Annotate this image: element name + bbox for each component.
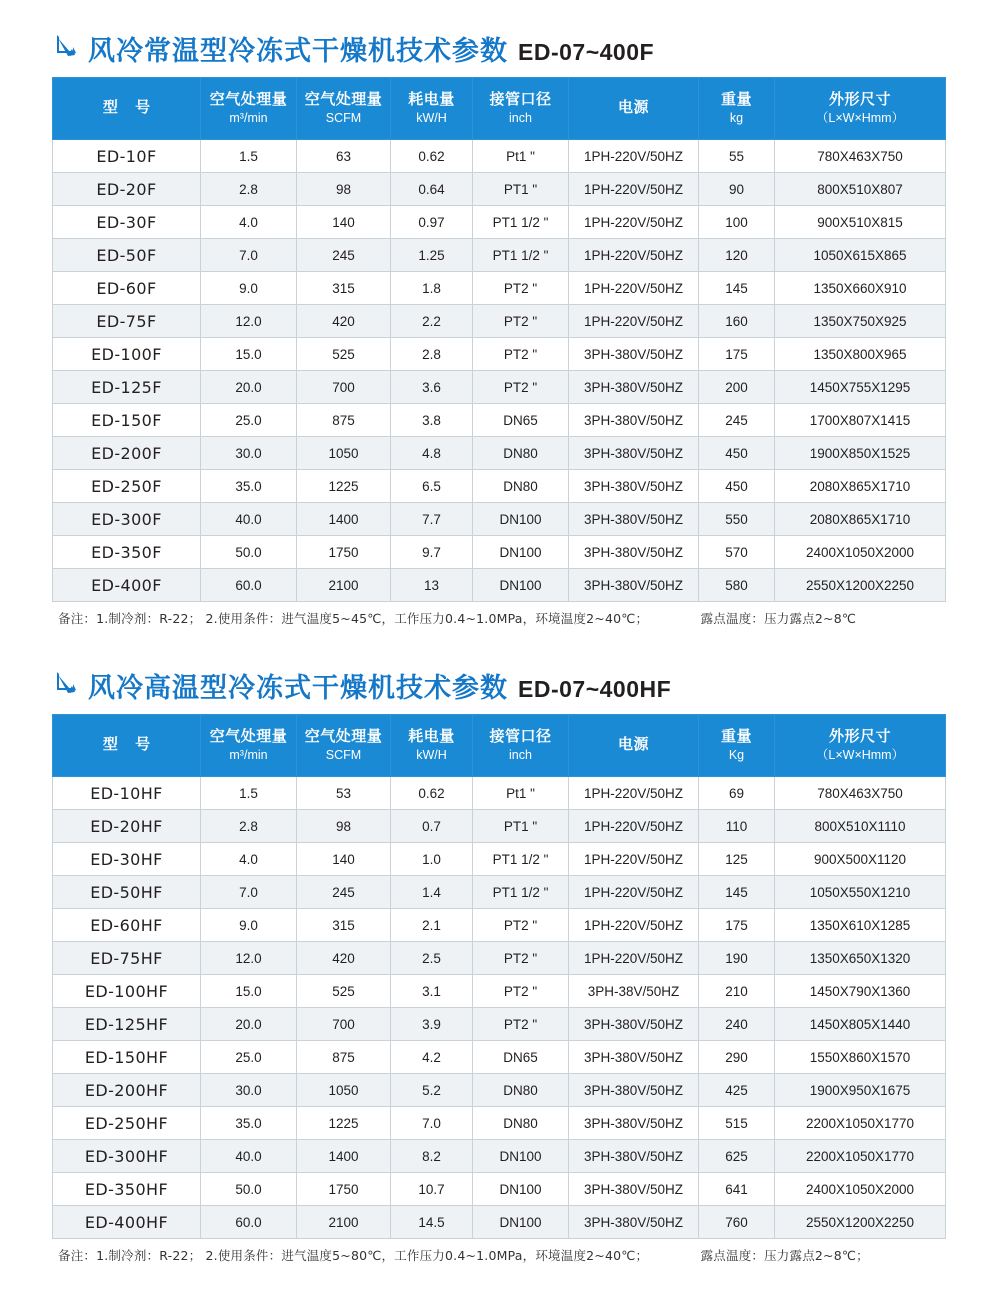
cell-value: 2.1	[391, 909, 473, 942]
footnote-text-left: 备注：1.制冷剂：R-22； 2.使用条件：进气温度5~80℃，工作压力0.4~1.0MPa，环境温度2~40℃；	[58, 1248, 649, 1263]
cell-value: 0.62	[391, 777, 473, 810]
cell-value: 875	[297, 1041, 391, 1074]
table-row	[53, 404, 946, 437]
cell-model: ED-10F	[53, 140, 201, 173]
column-header-airflow-m3: 空气处理量 m³/min	[201, 78, 297, 140]
cell-value: 1350X610X1285	[775, 909, 946, 942]
cell-value: 9.0	[201, 909, 297, 942]
cell-value: PT2 "	[473, 272, 569, 305]
cell-value: DN100	[473, 1140, 569, 1173]
table-row	[53, 470, 946, 503]
cell-value: PT1 1/2 "	[473, 206, 569, 239]
cell-value: 200	[699, 371, 775, 404]
cell-value: 3PH-380V/50HZ	[569, 371, 699, 404]
cell-value: 3PH-380V/50HZ	[569, 1140, 699, 1173]
section-header	[56, 671, 945, 702]
column-header-dimensions: 外形尺寸 （L×W×Hmm）	[775, 78, 946, 140]
spec-table-ambient	[52, 77, 946, 602]
table-row	[53, 876, 946, 909]
cell-value: PT2 "	[473, 942, 569, 975]
cell-value: 125	[699, 843, 775, 876]
table-row	[53, 569, 946, 602]
table-row	[53, 1140, 946, 1173]
cell-value: 160	[699, 305, 775, 338]
down-right-arrow-icon	[56, 671, 78, 697]
cell-value: 1PH-220V/50HZ	[569, 777, 699, 810]
section-model-code: ED-07~400HF	[518, 676, 672, 702]
cell-value: 1.4	[391, 876, 473, 909]
cell-value: 900X500X1120	[775, 843, 946, 876]
cell-value: PT2 "	[473, 1008, 569, 1041]
footnote-high-temp	[58, 1246, 945, 1264]
cell-value: 0.97	[391, 206, 473, 239]
cell-model: ED-30HF	[53, 843, 201, 876]
table-body-high-temp	[53, 777, 946, 1239]
cell-value: DN100	[473, 536, 569, 569]
cell-value: 2200X1050X1770	[775, 1140, 946, 1173]
cell-value: 1050	[297, 437, 391, 470]
cell-value: 450	[699, 470, 775, 503]
table-row	[53, 1206, 946, 1239]
cell-value: 4.0	[201, 206, 297, 239]
cell-value: 1700X807X1415	[775, 404, 946, 437]
cell-value: 175	[699, 338, 775, 371]
cell-model: ED-50F	[53, 239, 201, 272]
cell-value: 1PH-220V/50HZ	[569, 942, 699, 975]
cell-value: 210	[699, 975, 775, 1008]
cell-model: ED-20HF	[53, 810, 201, 843]
cell-value: 3PH-380V/50HZ	[569, 503, 699, 536]
column-header-dimensions: 外形尺寸 （L×W×Hmm）	[775, 715, 946, 777]
cell-value: 2080X865X1710	[775, 470, 946, 503]
cell-value: 53	[297, 777, 391, 810]
cell-value: 100	[699, 206, 775, 239]
cell-value: PT2 "	[473, 371, 569, 404]
cell-value: 9.7	[391, 536, 473, 569]
cell-value: 110	[699, 810, 775, 843]
cell-value: 40.0	[201, 503, 297, 536]
table-row	[53, 305, 946, 338]
cell-value: 2080X865X1710	[775, 503, 946, 536]
cell-value: DN80	[473, 1074, 569, 1107]
column-header-model: 型 号	[53, 78, 201, 140]
table-row	[53, 272, 946, 305]
table-row	[53, 536, 946, 569]
table-row	[53, 503, 946, 536]
cell-value: 20.0	[201, 371, 297, 404]
cell-value: 245	[297, 876, 391, 909]
cell-value: 1PH-220V/50HZ	[569, 140, 699, 173]
cell-model: ED-75F	[53, 305, 201, 338]
cell-model: ED-200F	[53, 437, 201, 470]
cell-value: 2.8	[391, 338, 473, 371]
column-header-power-consumption: 耗电量 kW/H	[391, 715, 473, 777]
cell-value: 120	[699, 239, 775, 272]
cell-value: 35.0	[201, 470, 297, 503]
cell-value: DN100	[473, 503, 569, 536]
cell-model: ED-10HF	[53, 777, 201, 810]
cell-value: 1PH-220V/50HZ	[569, 206, 699, 239]
cell-value: 3PH-380V/50HZ	[569, 1008, 699, 1041]
cell-value: 580	[699, 569, 775, 602]
cell-value: 515	[699, 1107, 775, 1140]
cell-model: ED-350F	[53, 536, 201, 569]
cell-value: 2550X1200X2250	[775, 1206, 946, 1239]
table-row	[53, 843, 946, 876]
column-header-weight: 重量 Kg	[699, 715, 775, 777]
cell-value: 1.25	[391, 239, 473, 272]
cell-value: 1050X550X1210	[775, 876, 946, 909]
cell-value: 20.0	[201, 1008, 297, 1041]
cell-model: ED-150F	[53, 404, 201, 437]
cell-value: 450	[699, 437, 775, 470]
cell-value: 2.2	[391, 305, 473, 338]
table-header-row	[53, 715, 946, 777]
cell-model: ED-60F	[53, 272, 201, 305]
table-row	[53, 1173, 946, 1206]
cell-value: 9.0	[201, 272, 297, 305]
cell-value: 0.64	[391, 173, 473, 206]
cell-value: 1.5	[201, 777, 297, 810]
cell-value: 290	[699, 1041, 775, 1074]
cell-value: 1350X750X925	[775, 305, 946, 338]
cell-value: 1.5	[201, 140, 297, 173]
cell-value: 3PH-38V/50HZ	[569, 975, 699, 1008]
table-row	[53, 140, 946, 173]
cell-value: 2100	[297, 1206, 391, 1239]
cell-value: PT1 1/2 "	[473, 876, 569, 909]
cell-value: 1PH-220V/50HZ	[569, 876, 699, 909]
cell-value: 625	[699, 1140, 775, 1173]
cell-value: 14.5	[391, 1206, 473, 1239]
cell-model: ED-125F	[53, 371, 201, 404]
cell-value: 30.0	[201, 437, 297, 470]
cell-value: 570	[699, 536, 775, 569]
cell-value: 25.0	[201, 1041, 297, 1074]
cell-value: DN100	[473, 1173, 569, 1206]
cell-value: 245	[699, 404, 775, 437]
cell-value: 525	[297, 975, 391, 1008]
cell-value: 1050X615X865	[775, 239, 946, 272]
table-row	[53, 173, 946, 206]
footnote-text-right: 露点温度：压力露点2~8℃；	[700, 1248, 869, 1263]
table-row	[53, 1041, 946, 1074]
cell-model: ED-20F	[53, 173, 201, 206]
cell-value: 1PH-220V/50HZ	[569, 239, 699, 272]
table-row	[53, 1008, 946, 1041]
cell-value: 3PH-380V/50HZ	[569, 404, 699, 437]
cell-model: ED-250HF	[53, 1107, 201, 1140]
cell-value: 3PH-380V/50HZ	[569, 338, 699, 371]
section-header	[56, 34, 945, 65]
cell-model: ED-75HF	[53, 942, 201, 975]
cell-value: 2400X1050X2000	[775, 536, 946, 569]
cell-value: 1PH-220V/50HZ	[569, 810, 699, 843]
cell-value: 760	[699, 1206, 775, 1239]
cell-value: 1750	[297, 536, 391, 569]
footnote-ambient	[58, 609, 945, 627]
cell-value: 1225	[297, 1107, 391, 1140]
footnote-text-right: 露点温度：压力露点2~8℃	[700, 611, 857, 626]
cell-value: 3.8	[391, 404, 473, 437]
cell-value: 315	[297, 272, 391, 305]
cell-value: 69	[699, 777, 775, 810]
cell-value: 190	[699, 942, 775, 975]
section-ambient-temp-dryer	[52, 34, 945, 627]
cell-value: 1PH-220V/50HZ	[569, 909, 699, 942]
cell-model: ED-60HF	[53, 909, 201, 942]
table-row	[53, 810, 946, 843]
cell-value: 4.2	[391, 1041, 473, 1074]
table-header-row	[53, 78, 946, 140]
table-row	[53, 942, 946, 975]
cell-value: 3PH-380V/50HZ	[569, 1074, 699, 1107]
cell-model: ED-100HF	[53, 975, 201, 1008]
table-row	[53, 777, 946, 810]
cell-value: 3PH-380V/50HZ	[569, 470, 699, 503]
section-title: 风冷高温型冷冻式干燥机技术参数	[88, 673, 508, 704]
cell-value: 7.7	[391, 503, 473, 536]
cell-value: DN80	[473, 1107, 569, 1140]
cell-value: 90	[699, 173, 775, 206]
cell-value: 50.0	[201, 536, 297, 569]
column-header-power-consumption: 耗电量 kW/H	[391, 78, 473, 140]
cell-value: 700	[297, 1008, 391, 1041]
cell-value: 5.2	[391, 1074, 473, 1107]
cell-value: 8.2	[391, 1140, 473, 1173]
cell-value: 3PH-380V/50HZ	[569, 536, 699, 569]
cell-value: 98	[297, 810, 391, 843]
cell-value: 3.6	[391, 371, 473, 404]
cell-value: 1450X755X1295	[775, 371, 946, 404]
cell-value: 175	[699, 909, 775, 942]
cell-model: ED-350HF	[53, 1173, 201, 1206]
cell-value: 1PH-220V/50HZ	[569, 272, 699, 305]
cell-value: PT1 "	[473, 810, 569, 843]
table-row	[53, 371, 946, 404]
cell-value: 60.0	[201, 569, 297, 602]
cell-value: 3PH-380V/50HZ	[569, 437, 699, 470]
cell-value: 245	[297, 239, 391, 272]
cell-value: 7.0	[391, 1107, 473, 1140]
cell-model: ED-30F	[53, 206, 201, 239]
cell-value: 780X463X750	[775, 777, 946, 810]
cell-value: 4.0	[201, 843, 297, 876]
cell-value: 145	[699, 876, 775, 909]
cell-value: 1225	[297, 470, 391, 503]
cell-value: 641	[699, 1173, 775, 1206]
table-row	[53, 437, 946, 470]
cell-model: ED-150HF	[53, 1041, 201, 1074]
cell-model: ED-400F	[53, 569, 201, 602]
cell-value: 1.0	[391, 843, 473, 876]
cell-value: 1750	[297, 1173, 391, 1206]
cell-value: 10.7	[391, 1173, 473, 1206]
cell-value: 2550X1200X2250	[775, 569, 946, 602]
cell-value: 3.9	[391, 1008, 473, 1041]
cell-value: 6.5	[391, 470, 473, 503]
cell-value: 1.8	[391, 272, 473, 305]
table-row	[53, 909, 946, 942]
cell-value: 3PH-380V/50HZ	[569, 1041, 699, 1074]
cell-value: 315	[297, 909, 391, 942]
cell-value: 60.0	[201, 1206, 297, 1239]
cell-value: Pt1 "	[473, 777, 569, 810]
cell-value: 98	[297, 173, 391, 206]
cell-value: 2.8	[201, 173, 297, 206]
cell-value: 1550X860X1570	[775, 1041, 946, 1074]
cell-value: 2200X1050X1770	[775, 1107, 946, 1140]
cell-value: DN65	[473, 1041, 569, 1074]
cell-value: 1350X800X965	[775, 338, 946, 371]
section-title: 风冷常温型冷冻式干燥机技术参数	[88, 36, 508, 67]
cell-model: ED-100F	[53, 338, 201, 371]
cell-value: 525	[297, 338, 391, 371]
cell-model: ED-200HF	[53, 1074, 201, 1107]
cell-value: 1900X950X1675	[775, 1074, 946, 1107]
cell-value: 25.0	[201, 404, 297, 437]
cell-value: 1400	[297, 1140, 391, 1173]
cell-value: DN100	[473, 569, 569, 602]
cell-value: PT2 "	[473, 909, 569, 942]
cell-value: 1400	[297, 503, 391, 536]
cell-value: PT1 1/2 "	[473, 239, 569, 272]
cell-value: 1450X805X1440	[775, 1008, 946, 1041]
cell-value: 1050	[297, 1074, 391, 1107]
cell-value: 875	[297, 404, 391, 437]
cell-value: 1900X850X1525	[775, 437, 946, 470]
table-row	[53, 338, 946, 371]
cell-value: 30.0	[201, 1074, 297, 1107]
cell-value: 2.8	[201, 810, 297, 843]
table-row	[53, 239, 946, 272]
cell-value: 800X510X807	[775, 173, 946, 206]
cell-value: PT2 "	[473, 305, 569, 338]
cell-value: PT2 "	[473, 338, 569, 371]
cell-value: 1350X650X1320	[775, 942, 946, 975]
cell-value: DN100	[473, 1206, 569, 1239]
cell-model: ED-125HF	[53, 1008, 201, 1041]
table-row	[53, 1107, 946, 1140]
cell-value: 40.0	[201, 1140, 297, 1173]
cell-value: 900X510X815	[775, 206, 946, 239]
cell-value: 15.0	[201, 975, 297, 1008]
table-body-ambient	[53, 140, 946, 602]
cell-value: 240	[699, 1008, 775, 1041]
table-row	[53, 975, 946, 1008]
cell-value: 0.62	[391, 140, 473, 173]
cell-value: DN80	[473, 437, 569, 470]
cell-value: 2400X1050X2000	[775, 1173, 946, 1206]
cell-value: 780X463X750	[775, 140, 946, 173]
cell-value: 35.0	[201, 1107, 297, 1140]
column-header-airflow-scfm: 空气处理量 SCFM	[297, 78, 391, 140]
cell-value: 3PH-380V/50HZ	[569, 1107, 699, 1140]
cell-value: 15.0	[201, 338, 297, 371]
cell-value: 2100	[297, 569, 391, 602]
column-header-pipe-diameter: 接管口径 inch	[473, 78, 569, 140]
cell-value: 1350X660X910	[775, 272, 946, 305]
cell-value: 63	[297, 140, 391, 173]
cell-value: 420	[297, 305, 391, 338]
cell-value: 4.8	[391, 437, 473, 470]
cell-value: 12.0	[201, 942, 297, 975]
cell-value: 3PH-380V/50HZ	[569, 1173, 699, 1206]
cell-value: 50.0	[201, 1173, 297, 1206]
cell-model: ED-300HF	[53, 1140, 201, 1173]
cell-value: 0.7	[391, 810, 473, 843]
column-header-power-supply: 电源	[569, 78, 699, 140]
cell-value: PT1 1/2 "	[473, 843, 569, 876]
cell-value: Pt1 "	[473, 140, 569, 173]
cell-value: 1PH-220V/50HZ	[569, 305, 699, 338]
footnote-text-left: 备注：1.制冷剂：R-22； 2.使用条件：进气温度5~45℃，工作压力0.4~1.0MPa，环境温度2~40℃；	[58, 611, 649, 626]
down-right-arrow-icon	[56, 34, 78, 60]
cell-model: ED-400HF	[53, 1206, 201, 1239]
cell-value: 550	[699, 503, 775, 536]
section-high-temp-dryer	[52, 671, 945, 1264]
cell-value: PT2 "	[473, 975, 569, 1008]
cell-model: ED-300F	[53, 503, 201, 536]
cell-value: 3.1	[391, 975, 473, 1008]
cell-value: 420	[297, 942, 391, 975]
spec-table-high-temp	[52, 714, 946, 1239]
column-header-pipe-diameter: 接管口径 inch	[473, 715, 569, 777]
cell-model: ED-250F	[53, 470, 201, 503]
table-row	[53, 1074, 946, 1107]
cell-value: 140	[297, 206, 391, 239]
column-header-power-supply: 电源	[569, 715, 699, 777]
cell-value: 7.0	[201, 876, 297, 909]
column-header-airflow-scfm: 空气处理量 SCFM	[297, 715, 391, 777]
column-header-airflow-m3: 空气处理量 m³/min	[201, 715, 297, 777]
cell-value: 700	[297, 371, 391, 404]
cell-value: DN80	[473, 470, 569, 503]
column-header-weight: 重量 kg	[699, 78, 775, 140]
cell-value: 12.0	[201, 305, 297, 338]
cell-value: 145	[699, 272, 775, 305]
table-row	[53, 206, 946, 239]
cell-value: 425	[699, 1074, 775, 1107]
cell-value: 140	[297, 843, 391, 876]
cell-value: 55	[699, 140, 775, 173]
cell-value: 13	[391, 569, 473, 602]
cell-value: 3PH-380V/50HZ	[569, 1206, 699, 1239]
column-header-model: 型 号	[53, 715, 201, 777]
cell-value: DN65	[473, 404, 569, 437]
cell-value: 7.0	[201, 239, 297, 272]
cell-value: 1PH-220V/50HZ	[569, 843, 699, 876]
cell-value: 1PH-220V/50HZ	[569, 173, 699, 206]
cell-value: PT1 "	[473, 173, 569, 206]
section-model-code: ED-07~400F	[518, 39, 655, 65]
cell-value: 2.5	[391, 942, 473, 975]
cell-value: 1450X790X1360	[775, 975, 946, 1008]
cell-value: 3PH-380V/50HZ	[569, 569, 699, 602]
cell-model: ED-50HF	[53, 876, 201, 909]
cell-value: 800X510X1110	[775, 810, 946, 843]
